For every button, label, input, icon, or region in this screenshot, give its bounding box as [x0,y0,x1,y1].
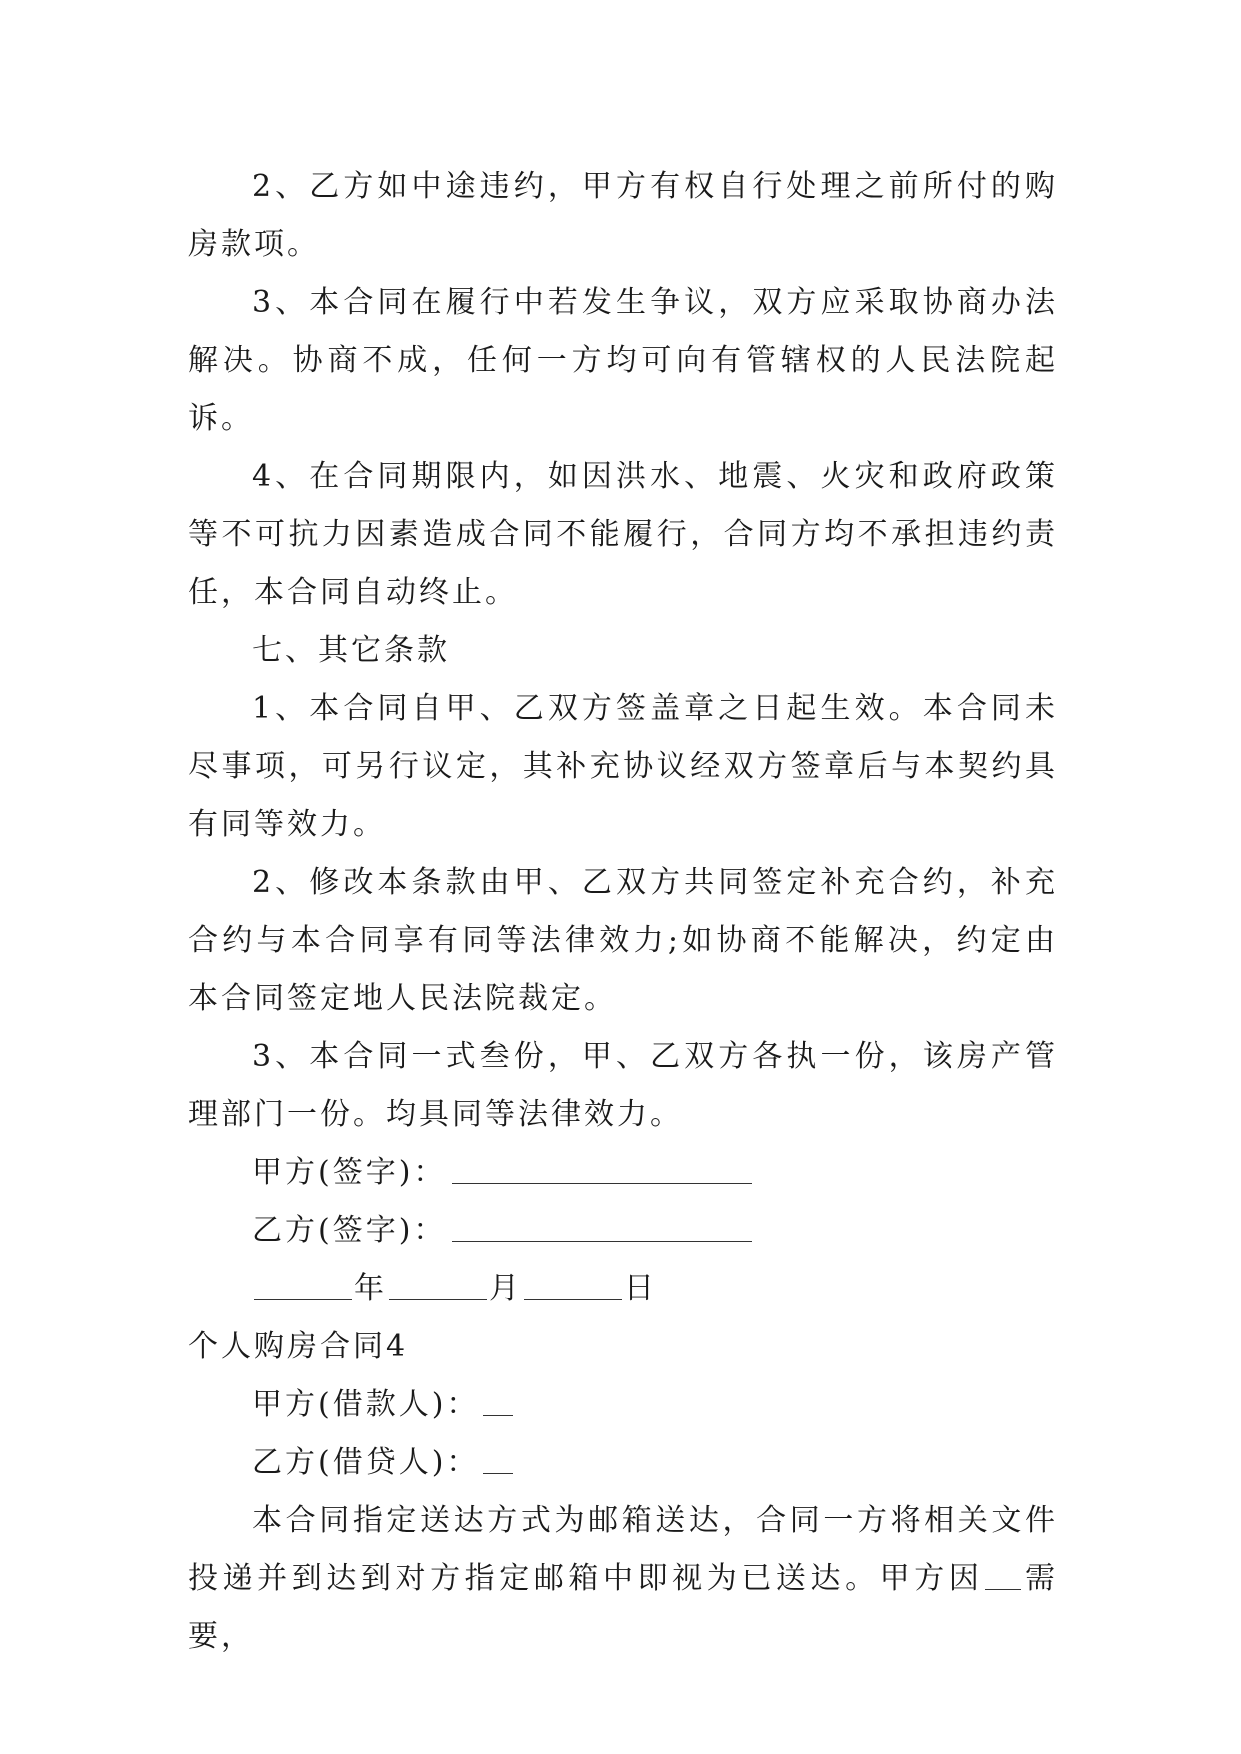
delivery-clause-text-2: 需要， [188,1561,1059,1654]
other-clause-1: 1、本合同自甲、乙双方签盖章之日起生效。本合同未尽事项，可另行议定，其补充协议经双方签章后与本契约具有同等效力。 [188,691,1058,842]
borrower-party-a-label: 甲方(借款人)： [252,1387,480,1422]
signature-party-a-label: 甲方(签字)： [252,1155,447,1190]
document-content [188,158,1058,1666]
lender-party-b-label: 乙方(借贷人)： [252,1445,480,1480]
signature-party-b-label: 乙方(签字)： [252,1213,447,1248]
signature-party-b [188,1202,1058,1260]
contract-4-delivery-clause [188,1492,1058,1666]
section-heading-other-terms: 七、其它条款 [252,633,450,668]
other-clause-3: 3、本合同一式叁份，甲、乙双方各执一份，该房产管理部门一份。均具同等法律效力。 [188,1039,1058,1132]
date-line [188,1260,1058,1318]
signature-party-b-blank[interactable] [452,1241,752,1242]
date-month-label: 月 [489,1271,522,1306]
signature-party-a-blank[interactable] [452,1183,752,1184]
borrower-party-a-blank[interactable] [483,1415,513,1416]
date-day-label: 日 [624,1271,657,1306]
other-clause-2: 2、修改本条款由甲、乙双方共同签定补充合约，补充合约与本合同享有同等法律效力;如协商不能解决，约定由本合同签定地人民法院裁定。 [188,865,1058,1016]
contract-4-title: 个人购房合同4 [188,1329,409,1364]
clause-2-breach: 2、乙方如中途违约，甲方有权自行处理之前所付的购房款项。 [188,169,1058,262]
delivery-clause-text-1: 本合同指定送达方式为邮箱送达，合同一方将相关文件投递并到达到对方指定邮箱中即视为已送达。甲方因 [188,1503,1058,1596]
clause-4-force-majeure: 4、在合同期限内，如因洪水、地震、火灾和政府政策等不可抗力因素造成合同不能履行，合同方均不承担违约责任，本合同自动终止。 [188,459,1058,610]
borrower-party-a [188,1376,1058,1434]
clause-3-dispute: 3、本合同在履行中若发生争议，双方应采取协商办法解决。协商不成，任何一方均可向有管辖权的人民法院起诉。 [188,285,1058,436]
delivery-clause-blank[interactable] [985,1589,1021,1590]
lender-party-b [188,1434,1058,1492]
date-year-blank[interactable] [254,1299,352,1300]
date-day-blank[interactable] [524,1299,622,1300]
date-month-blank[interactable] [389,1299,487,1300]
date-year-label: 年 [354,1271,387,1306]
lender-party-b-blank[interactable] [483,1473,513,1474]
signature-party-a [188,1144,1058,1202]
